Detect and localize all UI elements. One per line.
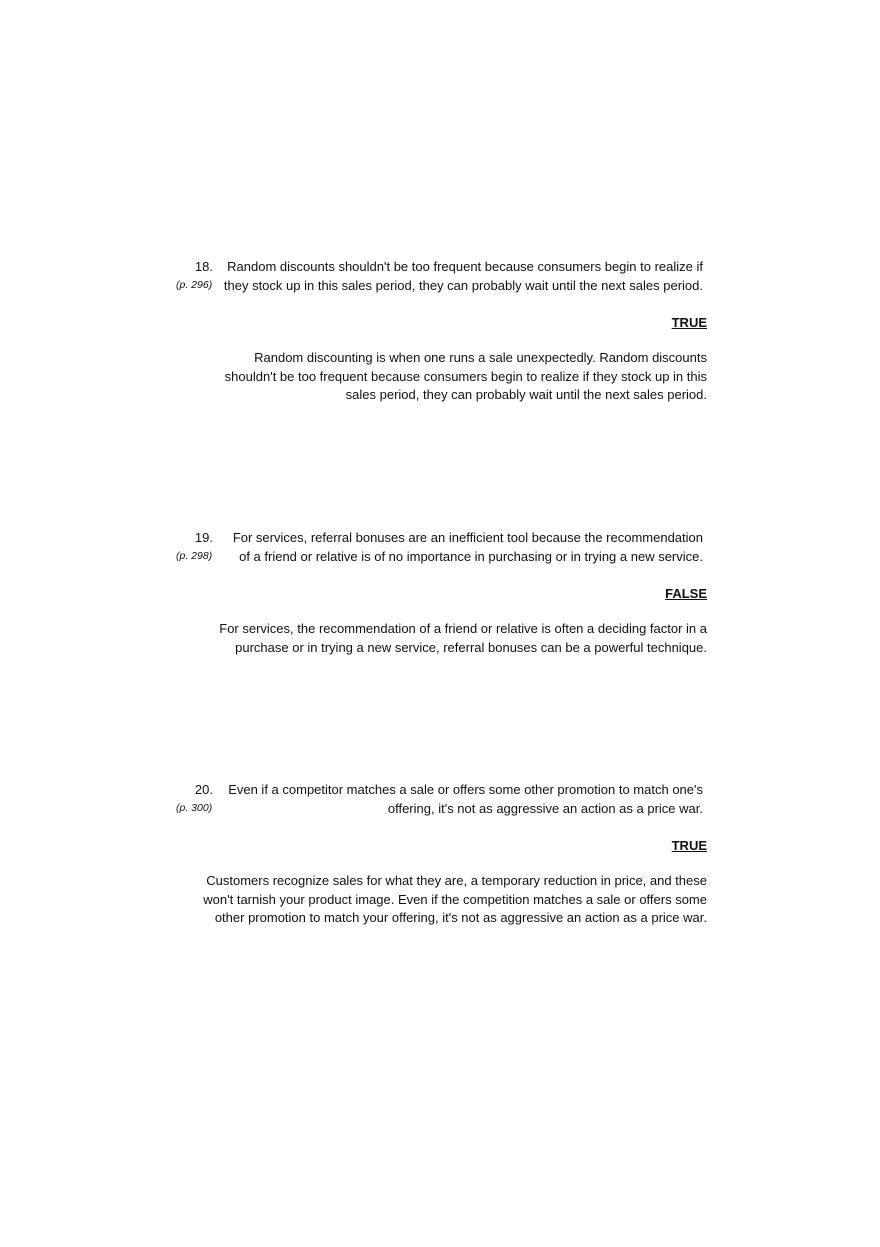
question-row — [175, 258, 707, 295]
question-number: 19. — [194, 530, 213, 545]
question-20 — [175, 781, 707, 928]
question-text: Random discounts shouldn't be too frequent because consumers begin to realize if they stock up in this sales period, they can probably wait until the next sales period. — [223, 259, 703, 293]
question-text: For services, referral bonuses are an inefficient tool because the recommendation of a friend or relative is of no importance in purchasing or in trying a new service. — [232, 530, 703, 564]
answer-label: TRUE — [671, 838, 707, 853]
page-reference: (p. 296) — [176, 279, 213, 291]
page-reference: (p. 298) — [176, 550, 213, 562]
answer-label: FALSE — [665, 586, 707, 601]
question-18 — [175, 258, 707, 405]
answer-label: TRUE — [671, 315, 707, 330]
answer-explanation: For services, the recommendation of a friend or relative is often a deciding factor in a purchase or in trying a new service, referral bonuses can be a powerful technique. — [219, 621, 707, 655]
question-row — [175, 529, 707, 566]
answer-explanation: Random discounting is when one runs a sale unexpectedly. Random discounts shouldn't be too frequent because consumers begin to realize if they stock up in this sales period, they can probably wait until the next sales period. — [224, 350, 707, 402]
page-reference: (p. 300) — [176, 802, 213, 814]
question-row — [175, 781, 707, 818]
question-text: Even if a competitor matches a sale or offers some other promotion to match one's offering, it's not as aggressive an action as a price war. — [228, 782, 703, 816]
question-number: 20. — [194, 782, 213, 797]
answer-explanation: Customers recognize sales for what they are, a temporary reduction in price, and these won't tarnish your product image. Even if the competition matches a sale or offers some other promotion to match your offering, it's not as aggressive an action as a price war. — [203, 873, 707, 925]
question-19 — [175, 529, 707, 657]
question-number: 18. — [194, 259, 213, 274]
